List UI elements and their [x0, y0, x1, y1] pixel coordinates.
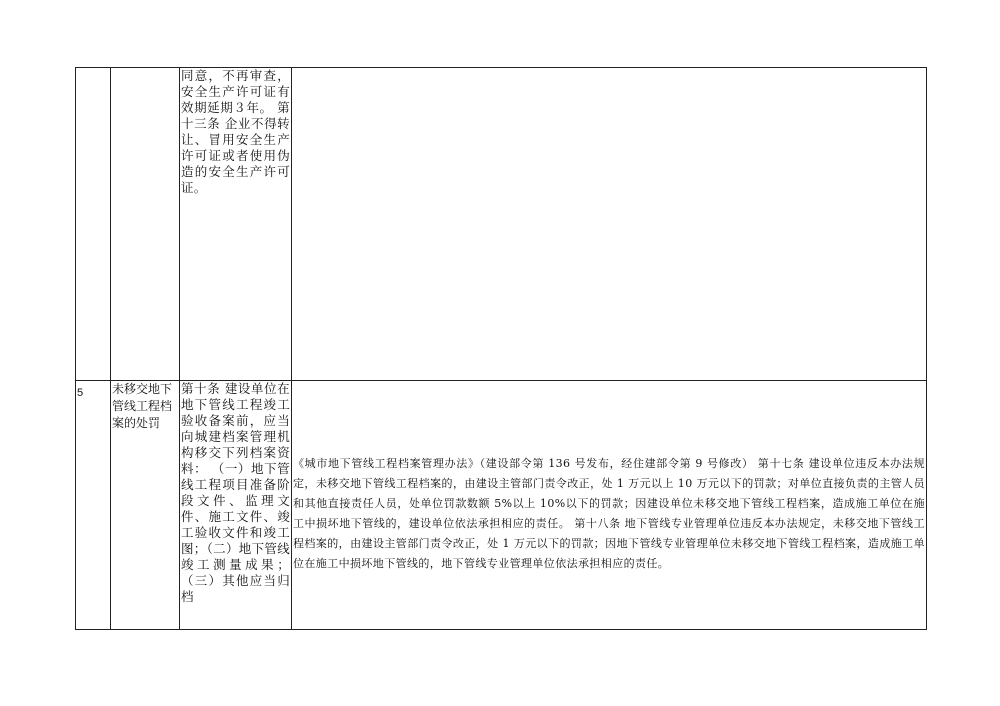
penalty-basis-text	[293, 68, 925, 141]
penalty-basis-cell	[292, 381, 927, 630]
table-row	[76, 68, 927, 381]
legal-basis-text: 同意，不再审查，安全生产许可证有效期延期３年。 第十三条 企业不得转让、冒用安全生产许可证或者使用伪造的安全生产许可证。	[181, 68, 290, 195]
row-number-cell	[76, 381, 111, 630]
penalty-basis-text: 《城市地下管线工程档案管理办法》（建设部令第 136 号发布，经住建部令第 9 号修改） 第十七条 建设单位违反本办法规定，未移交地下管线工程档案的，由建设主管部门责令改正，处 1 万元以上 10 万元以下的罚款；对单位直接负责的主管人员和其他直接责任人员，处单位罚款数额 5%以上 10%以下的罚款；因建设单位未移交地下管线工程档案，造成施工单位在施工中损坏地下管线的，建设单位依法承担相应的责任。 第十八条 地下管线专业管理单位违反本办法规定，未移交地下管线工程档案的，由建设主管部门责令改正，处 1 万元以下的罚款；因地下管线专业管理单位未移交地下管线工程档案，造成施工单位在施工中损坏地下管线的，地下管线专业管理单位依法承担相应的责任。	[293, 457, 925, 570]
item-name: 未移交地下管线工程档案的处罚	[112, 382, 173, 430]
item-name-cell	[111, 381, 180, 630]
item-name-cell	[111, 68, 180, 381]
row-number-cell	[76, 68, 111, 381]
legal-basis-cell	[180, 68, 292, 381]
table-row	[76, 381, 927, 630]
legal-basis-cell	[180, 381, 292, 630]
legal-basis-text: 第十条 建设单位在地下管线工程竣工验收备案前，应当向城建档案管理机构移交下列档案资料： （一）地下管线工程项目准备阶段文件、监理文件、施工文件、竣工验收文件和竣工图；（二）地下管线竣工测量成果；（三）其他应当归档	[181, 381, 290, 604]
row-number: 5	[77, 387, 84, 399]
penalty-basis-cell	[292, 68, 927, 381]
penalty-table	[75, 67, 927, 630]
